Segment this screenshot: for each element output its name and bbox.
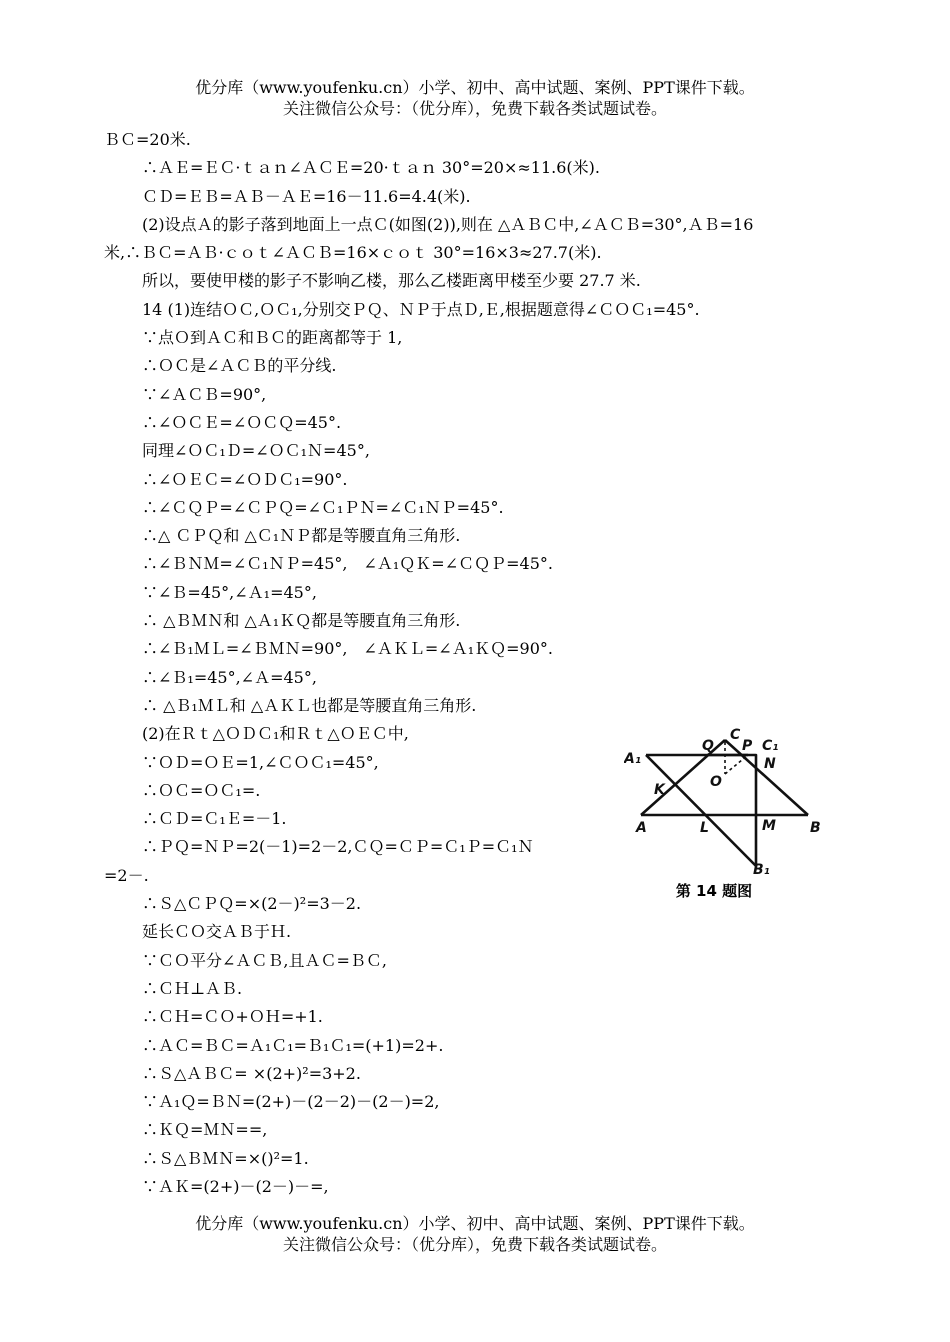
text-line: ∵ＣＯ平分∠ＡＣＢ,且ＡＣ=ＢＣ, [142, 950, 387, 970]
text-line: ∴ △ＢＭＮ和 △Ａ₁ＫＱ都是等腰直角三角形. [142, 611, 461, 631]
figure-caption: 第 14 题图 [675, 882, 753, 900]
text-line: ∴∠ＣＱＰ=∠ＣＰＱ=∠Ｃ₁ＰＮ=∠Ｃ₁ＮＰ=45°. [142, 497, 504, 517]
line-a1b1 [646, 755, 756, 866]
text-line: ＣＤ=ＥＢ=ＡＢ－ＡＥ=16－11.6=4.4(米). [142, 186, 471, 206]
label-a: A [636, 820, 647, 836]
text-line: ∴ＡＥ=ＥＣ·ｔａｎ∠ＡＣＥ=20·ｔａｎ 30°=20×≈11.6(米). [142, 158, 600, 178]
header-line-1: 优分库（www.youfenku.cn）小学、初中、高中试题、案例、PPT课件下载。 [195, 78, 755, 97]
label-o: O [710, 774, 722, 790]
label-c: C [730, 728, 741, 743]
text-line: ∴Ｓ△ＢＭＮ=×()²=1. [142, 1148, 309, 1168]
page-header [0, 77, 950, 119]
label-c1: C₁ [762, 738, 779, 754]
text-line: ∴ＣＨ⊥ＡＢ. [142, 978, 243, 998]
text-line: (2)设点Ａ的影子落到地面上一点Ｃ(如图(2)),则在 △ＡＢＣ中,∠ＡＣＢ=30°,ＡＢ=16 [142, 214, 754, 234]
label-p: P [742, 738, 753, 754]
text-line: ∴ＣＨ=ＣＯ+ＯＨ=+1. [142, 1007, 323, 1027]
geometry-figure [624, 728, 834, 908]
text-line: ∵Ａ₁Ｑ=ＢＮ=(2+)－(2－2)－(2－)=2, [142, 1092, 440, 1112]
text-line: 米,∴ＢＣ=ＡＢ·ｃｏｔ∠ＡＣＢ=16×ｃｏｔ 30°=16×3≈27.7(米). [104, 243, 602, 263]
label-l: L [700, 820, 709, 836]
text-line: 所以，要使甲楼的影子不影响乙楼，那么乙楼距离甲楼至少要 27.7 米. [142, 271, 641, 291]
solution-text [104, 126, 864, 1201]
text-line: ∵点Ｏ到ＡＣ和ＢＣ的距离都等于 1, [142, 328, 403, 348]
line-oc1-dashed [725, 755, 748, 774]
text-line: ∴∠ＯＣＥ=∠ＯＣＱ=45°. [142, 412, 342, 432]
text-line: ∴∠Ｂ₁ＭＬ=∠ＢＭＮ=90°, ∠ＡＫＬ=∠Ａ₁ＫＱ=90°. [142, 639, 553, 659]
text-line: ∵ＯＤ=ＯＥ=1,∠ＣＯＣ₁=45°, [142, 752, 379, 772]
label-m: M [762, 818, 776, 834]
label-b: B [810, 820, 821, 836]
figure-svg [624, 728, 834, 878]
text-line: ∴△ ＣＰＱ和 △Ｃ₁ＮＰ都是等腰直角三角形. [142, 526, 461, 546]
label-k: K [654, 782, 665, 798]
page-footer [0, 1213, 950, 1255]
text-line: ∴Ｓ△ＡＢＣ= ×(2+)²=3+2. [142, 1063, 361, 1083]
text-line: ∴ＡＣ=ＢＣ=Ａ₁Ｃ₁=Ｂ₁Ｃ₁=(+1)=2+. [142, 1035, 444, 1055]
text-line: 同理∠ＯＣ₁Ｄ=∠ＯＣ₁Ｎ=45°, [142, 441, 370, 461]
footer-line-1: 优分库（www.youfenku.cn）小学、初中、高中试题、案例、PPT课件下载。 [195, 1214, 755, 1233]
text-line: =2－. [104, 865, 149, 885]
text-line: ∴∠ＯＥＣ=∠ＯＤＣ₁=90°. [142, 469, 348, 489]
footer-line-2: 关注微信公众号：（优分库），免费下载各类试题试卷。 [282, 1235, 667, 1254]
text-line: ∵∠ＡＣＢ=90°, [142, 384, 267, 404]
text-line: ∴ △Ｂ₁ＭＬ和 △ＡＫＬ也都是等腰直角三角形. [142, 695, 477, 715]
label-b1: B₁ [753, 862, 770, 878]
text-line: (2)在Ｒｔ△ＯＤＣ₁和Ｒｔ△ＯＥＣ中, [142, 724, 409, 744]
text-line: ∵ＡＫ=(2+)－(2－)－=, [142, 1176, 329, 1196]
header-line-2: 关注微信公众号：（优分库），免费下载各类试题试卷。 [282, 99, 667, 118]
text-line: ∴Ｓ△ＣＰＱ=×(2－)²=3－2. [142, 894, 362, 914]
label-a1: A₁ [624, 751, 641, 767]
text-line: ∵∠Ｂ=45°,∠Ａ₁=45°, [142, 582, 317, 602]
text-line: ∴∠ＢＮＭ=∠Ｃ₁ＮＰ=45°, ∠Ａ₁ＱＫ=∠ＣＱＰ=45°. [142, 554, 553, 574]
text-line: ∴ＰＱ=ＮＰ=2(－1)=2－2,ＣＱ=ＣＰ=Ｃ₁Ｐ=Ｃ₁Ｎ [142, 837, 534, 857]
label-q: Q [702, 738, 714, 754]
text-line: ＢＣ=20米. [104, 130, 191, 149]
text-line: ∴ＯＣ是∠ＡＣＢ的平分线. [142, 356, 337, 376]
text-line: 延长ＣＯ交ＡＢ于Ｈ. [142, 922, 292, 942]
text-line: ∴ＣＤ=Ｃ₁Ｅ=－1. [142, 809, 287, 829]
text-line: 14 (1)连结ＯＣ,ＯＣ₁,分别交ＰＱ、ＮＰ于点Ｄ,Ｅ,根据题意得∠ＣＯＣ₁=45°. [142, 299, 700, 319]
label-n: N [764, 756, 776, 772]
text-line: ∴∠Ｂ₁=45°,∠Ａ=45°, [142, 667, 317, 687]
text-line: ∴ＯＣ=ＯＣ₁=. [142, 780, 261, 800]
text-line: ∴ＫＱ=ＭＮ==, [142, 1120, 268, 1140]
